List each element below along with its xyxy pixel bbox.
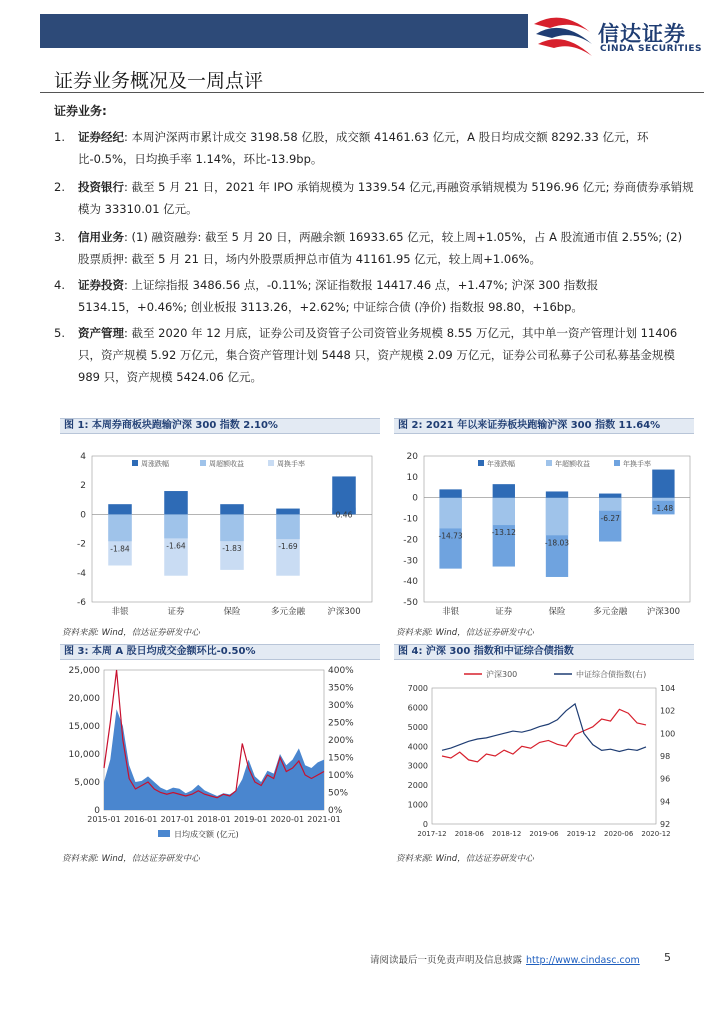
bar: [439, 498, 461, 529]
legend-swatch: [132, 460, 138, 466]
y-tick-label: 4: [80, 452, 86, 462]
data-label: -13.12: [491, 528, 516, 538]
y-tick-label: 25,000: [68, 666, 100, 676]
bar: [164, 491, 188, 514]
item-text: : 本周沪深两市累计成交 3198.58 亿股，成交额 41461.63 亿元，A 股日均成交额 8292.33 亿元，环比-0.5%，日均换手率 1.14%，环比-13.9bp。: [78, 130, 649, 166]
y-tick-label: 5000: [407, 722, 428, 732]
data-label: -1.69: [278, 542, 298, 552]
legend-label: 周换手率: [277, 460, 305, 468]
legend-label: 中证综合债指数(右): [576, 670, 647, 679]
y-tick-label: -6: [77, 598, 86, 608]
legend-swatch: [546, 460, 552, 466]
data-label: -18.03: [544, 538, 570, 548]
list-item: [54, 126, 694, 170]
y2-tick-label: 150%: [328, 753, 354, 764]
area-series: [104, 709, 324, 810]
page-title: 证券业务概况及一周点评: [54, 70, 264, 92]
y-tick-label: 15,000: [68, 722, 100, 732]
data-label: -1.48: [653, 503, 674, 513]
x-tick-label: 2020-01: [270, 815, 305, 824]
x-tick-label: 非银: [442, 607, 460, 617]
figure-1-title: 图 1: 本周券商板块跑输沪深 300 指数 2.10%: [60, 418, 380, 434]
y-tick-label: -40: [403, 577, 418, 588]
header-band: [40, 14, 528, 48]
y-tick-label: 1000: [407, 800, 428, 810]
item-heading: 信用业务: [78, 230, 124, 244]
chart-2: [394, 436, 694, 622]
figure-2-source: 资料来源: Wind，信达证券研发中心: [396, 628, 534, 638]
y-tick-label: 3000: [407, 761, 428, 771]
x-tick-label: 2015-01: [87, 815, 121, 824]
y2-tick-label: 0%: [328, 806, 343, 816]
list-item: [54, 226, 694, 270]
x-tick-label: 2018-01: [197, 815, 231, 824]
chart-1: [60, 436, 380, 622]
y-tick-label: 5,000: [74, 778, 100, 788]
figure-1-source: 资料来源: Wind，信达证券研发中心: [62, 628, 200, 638]
y2-tick-label: 102: [660, 706, 676, 716]
x-tick-label: 证券: [167, 607, 185, 617]
y-tick-label: 7000: [407, 684, 428, 693]
y2-tick-label: 350%: [328, 683, 354, 694]
bar: [332, 476, 356, 514]
chart-3: [60, 662, 380, 846]
page-number: 5: [664, 951, 671, 964]
legend-swatch: [268, 460, 274, 466]
x-tick-label: 2019-12: [566, 830, 596, 838]
x-tick-label: 2017-12: [417, 830, 447, 838]
x-tick-label: 多元金融: [270, 607, 306, 617]
legend-label: 年换手率: [623, 460, 651, 468]
plot-frame: [432, 688, 656, 824]
y-tick-label: 20,000: [68, 694, 100, 704]
y-tick-label: -50: [403, 598, 418, 608]
y-tick-label: 10,000: [68, 750, 100, 760]
legend-label: 周涨跌幅: [141, 460, 169, 468]
x-tick-label: 沪深300: [327, 607, 361, 617]
legend-swatch: [614, 460, 620, 466]
data-label: -14.73: [438, 531, 463, 541]
y-tick-label: 0: [80, 510, 86, 521]
item-number: 4.: [54, 278, 65, 292]
x-tick-label: 2020-12: [641, 830, 671, 838]
x-tick-label: 保险: [223, 607, 241, 617]
legend-label: 年超额收益: [555, 460, 590, 468]
figure-2-title: 图 2: 2021 年以来证券板块跑输沪深 300 指数 11.64%: [394, 418, 694, 434]
y-tick-label: 2: [80, 481, 86, 492]
x-tick-label: 2016-01: [123, 815, 158, 824]
item-heading: 资产管理: [78, 326, 124, 340]
data-label: -1.84: [110, 544, 130, 554]
figure-4-title: 图 4: 沪深 300 指数和中证综合债指数: [394, 644, 694, 660]
bar: [652, 498, 674, 501]
y2-tick-label: 100: [660, 729, 676, 739]
bar: [108, 514, 132, 541]
item-number: 1.: [54, 130, 65, 144]
bar: [493, 484, 515, 498]
y2-tick-label: 400%: [328, 666, 354, 676]
footer-link[interactable]: http://www.cindasc.com: [526, 955, 640, 966]
y2-tick-label: 50%: [328, 788, 349, 799]
bar: [276, 509, 300, 515]
y-tick-label: 0: [422, 820, 428, 829]
x-tick-label: 2021-01: [307, 815, 341, 824]
y-tick-label: 20: [406, 452, 418, 462]
line-series: [442, 709, 646, 761]
bar: [108, 504, 132, 514]
item-number: 5.: [54, 326, 65, 340]
bar: [164, 514, 188, 538]
y-tick-label: 4000: [407, 742, 428, 752]
y2-tick-label: 250%: [328, 718, 354, 729]
line-series: [442, 704, 646, 752]
data-label: -1.64: [166, 541, 186, 551]
y2-tick-label: 300%: [328, 701, 354, 711]
y-tick-label: 0: [412, 493, 418, 504]
y2-tick-label: 100%: [328, 771, 354, 781]
x-tick-label: 2020-06: [604, 830, 634, 838]
footer: [370, 952, 640, 966]
x-tick-label: 2018-06: [454, 830, 484, 838]
section-label: 证券业务:: [54, 104, 107, 118]
bar: [546, 498, 568, 536]
footer-disclaimer: 请阅读最后一页免责声明及信息披露: [370, 955, 523, 966]
list-item: [54, 274, 694, 318]
figure-3-source: 资料来源: Wind，信达证券研发中心: [62, 854, 200, 864]
x-tick-label: 证券: [495, 607, 513, 617]
y2-tick-label: 96: [660, 774, 671, 784]
bar: [599, 494, 621, 498]
item-heading: 投资银行: [78, 180, 124, 194]
bar: [220, 514, 244, 541]
x-tick-label: 2017-01: [160, 815, 195, 824]
logo-text: 信达证券: [598, 22, 686, 46]
item-text: : 截至 2020 年 12 月底，证券公司及资管子公司资管业务规模 8.55 万亿元，其中单一资产管理计划 11406 只，资产规模 5.92 万亿元，集合资产管理计划 5448 只，资产规模 2.09 万亿元，证券公司私募子公司私募基金规模 989 只，资产规模 5424.06 亿元。: [78, 326, 678, 384]
x-tick-label: 保险: [548, 607, 566, 617]
x-tick-label: 沪深300: [646, 607, 681, 617]
y-tick-label: 6000: [407, 703, 428, 713]
list-item: [54, 322, 694, 388]
y-tick-label: 0: [94, 806, 100, 816]
bar: [546, 491, 568, 497]
data-label: -6.27: [600, 513, 620, 523]
y-tick-label: -10: [403, 514, 418, 525]
legend-label: 沪深300: [486, 670, 518, 679]
item-number: 2.: [54, 180, 65, 194]
y-tick-label: -4: [77, 568, 86, 579]
legend-label: 年涨跌幅: [487, 460, 515, 468]
x-tick-label: 多元金融: [593, 607, 628, 617]
y2-tick-label: 200%: [328, 736, 354, 746]
x-tick-label: 非银: [111, 607, 129, 617]
y-tick-label: -2: [77, 539, 86, 550]
item-heading: 证券投资: [78, 278, 124, 292]
bar: [599, 498, 621, 511]
item-heading: 证券经纪: [78, 130, 124, 144]
y2-tick-label: 98: [660, 752, 671, 761]
bar: [276, 514, 300, 539]
y-tick-label: -30: [403, 556, 418, 567]
y-tick-label: 2000: [407, 781, 428, 791]
data-label: -1.83: [222, 544, 242, 554]
title-divider: [40, 92, 704, 93]
figure-4-source: 资料来源: Wind，信达证券研发中心: [396, 854, 534, 864]
x-tick-label: 2019-01: [233, 815, 268, 824]
item-number: 3.: [54, 230, 65, 244]
bar: [652, 470, 674, 498]
legend-label: 周超额收益: [209, 460, 244, 468]
data-label: 0.46: [335, 510, 353, 520]
x-tick-label: 2018-12: [492, 830, 522, 838]
item-text: : (1) 融资融券: 截至 5 月 20 日，两融余额 16933.65 亿元，较上周+1.05%，占 A 股流通市值 2.55%; (2) 股票质押: 截至 5 月 21 日，场内外股票质押总市值为 41161.95 亿元，较上周+1.06%。: [78, 230, 683, 266]
logo-subtext: CINDA SECURITIES: [600, 44, 702, 54]
bar: [493, 498, 515, 525]
y-tick-label: -20: [403, 535, 418, 546]
item-text: : 上证综指报 3486.56 点，-0.11%; 深证指数报 14417.46 点，+1.47%; 沪深 300 指数报 5134.15，+0.46%; 创业板报 3113.26，+2.62%; 中证综合债 (净价) 指数报 98.80，+16bp。: [78, 278, 599, 314]
legend-swatch: [200, 460, 206, 466]
chart-4: [394, 662, 694, 846]
bar: [220, 504, 244, 514]
y-tick-label: 10: [406, 472, 418, 483]
x-tick-label: 2019-06: [529, 830, 559, 838]
legend-swatch: [478, 460, 484, 466]
item-text: : 截至 5 月 21 日，2021 年 IPO 承销规模为 1339.54 亿元,再融资承销规模为 5196.96 亿元; 券商债券承销规模为 33310.01 亿元。: [78, 180, 694, 216]
legend-label: 日均成交额 (亿元): [174, 830, 239, 839]
y2-tick-label: 94: [660, 797, 671, 807]
list-item: [54, 176, 694, 220]
figure-3-title: 图 3: 本周 A 股日均成交金额环比-0.50%: [60, 644, 380, 660]
legend-swatch: [158, 830, 170, 837]
bar: [439, 489, 461, 497]
y2-tick-label: 92: [660, 820, 671, 829]
y2-tick-label: 104: [660, 684, 676, 693]
